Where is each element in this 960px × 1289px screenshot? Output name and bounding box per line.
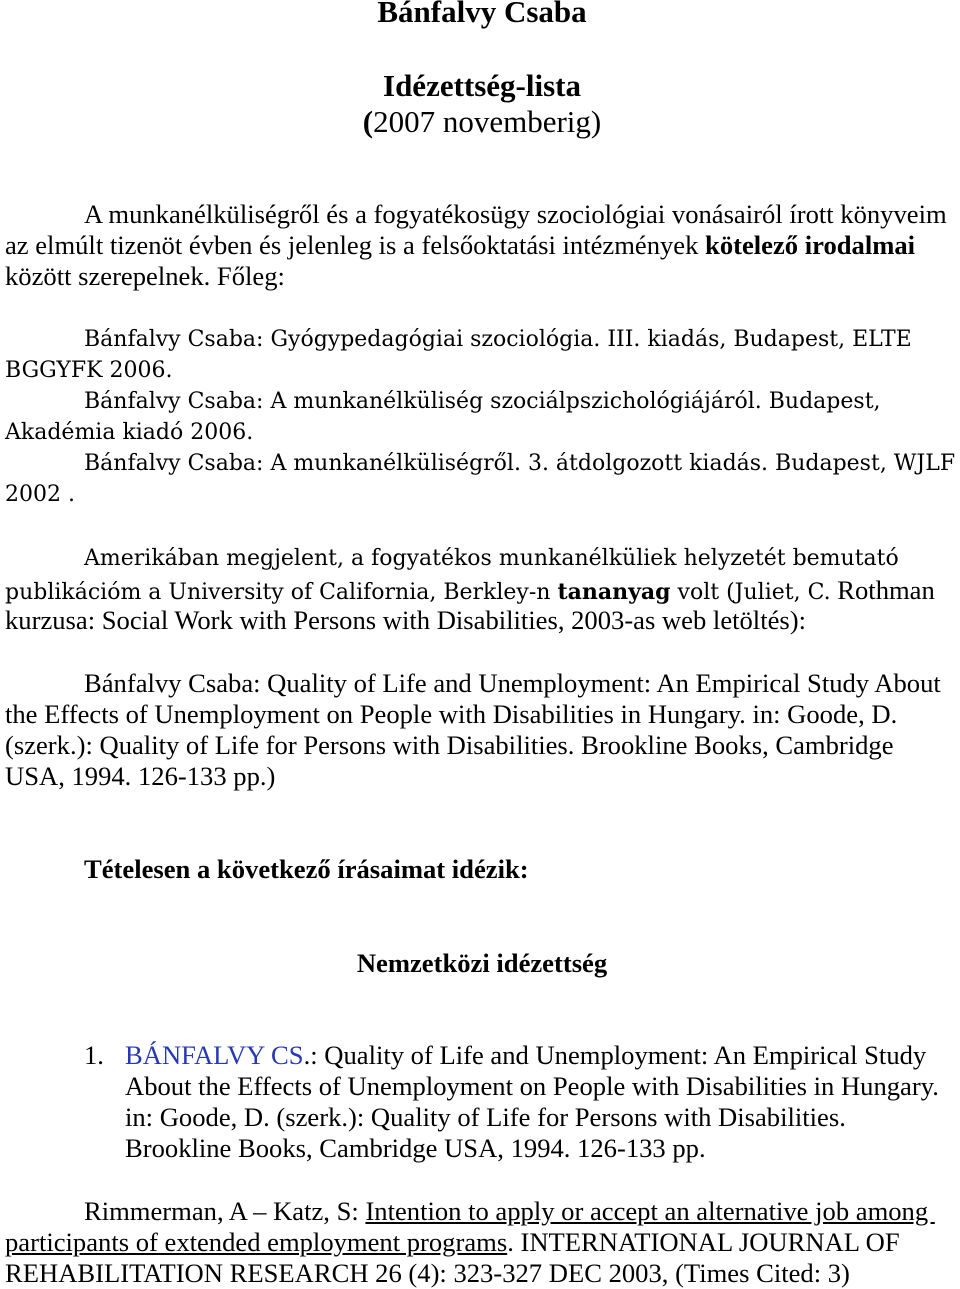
book-2-line-2: Akadémia kiadó 2006.	[5, 420, 254, 445]
citing-journal-start: . INTERNATIONAL JOURNAL OF	[507, 1227, 900, 1257]
subsection-heading: Nemzetközi idézettség	[356, 948, 608, 978]
course-material-emphasis: tananyag	[557, 579, 671, 605]
qol-reference-line-1: Bánfalvy Csaba: Quality of Life and Unemployment: An Empirical Study About	[84, 668, 941, 698]
book-3-line-1: Bánfalvy Csaba: A munkanélküliségről. 3. átdolgozott kiadás. Budapest, WJLF	[84, 451, 956, 476]
intro-line-2	[5, 230, 915, 260]
citing-title-link-part-2[interactable]: participants of extended employment programs	[5, 1227, 508, 1257]
intro-line-1: A munkanélküliségről és a fogyatékosügy szociológiai vonásairól írott könyveim	[84, 199, 947, 229]
document-title: Idézettség-lista	[383, 68, 581, 103]
subtitle-text: 2007 novemberig)	[373, 104, 602, 139]
qol-reference-line-4: USA, 1994. 126-133 pp.)	[5, 761, 276, 791]
america-line-2-name: Rothman	[830, 575, 935, 605]
citing-work-line-1	[84, 1196, 935, 1226]
book-3-line-2: 2002 .	[5, 482, 75, 507]
intro-line-2-text: az elmúlt tizenöt évben és jelenleg is a felsőoktatási intézmények	[5, 230, 706, 260]
citation-1-line-2: About the Effects of Unemployment on People with Disabilities in Hungary.	[125, 1071, 939, 1101]
citation-1-line-4: Brookline Books, Cambridge USA, 1994. 126-133 pp.	[125, 1133, 706, 1163]
america-line-2	[5, 575, 935, 608]
citation-number: 1.	[84, 1040, 104, 1070]
book-2-line-1: Bánfalvy Csaba: A munkanélküliség szociálpszichológiájáról. Budapest,	[84, 389, 881, 414]
america-line-1: Amerikában megjelent, a fogyatékos munkanélküliek helyzetét bemutató	[84, 546, 899, 571]
qol-reference-line-3: (szerk.): Quality of Life for Persons with Disabilities. Brookline Books, Cambridge	[5, 730, 894, 760]
citation-1-line-3: in: Goode, D. (szerk.): Quality of Life for Persons with Disabilities.	[125, 1102, 846, 1132]
citing-work-line-2	[5, 1227, 900, 1257]
intro-line-3: között szerepelnek. Főleg:	[5, 261, 285, 291]
subtitle-open-paren: (	[362, 104, 374, 139]
citing-work-line-3: REHABILITATION RESEARCH 26 (4): 323-327 DEC 2003, (Times Cited: 3)	[5, 1258, 850, 1288]
required-reading-emphasis: kötelező irodalmai	[705, 230, 916, 260]
document-subtitle	[4, 105, 960, 139]
america-line-2-text: publikációm a University of California, Berkley-n	[5, 580, 558, 605]
book-1-line-1: Bánfalvy Csaba: Gyógypedagógiai szociológia. III. kiadás, Budapest, ELTE	[84, 327, 912, 352]
america-line-3: kurzusa: Social Work with Persons with Disabilities, 2003-as web letöltés):	[5, 605, 806, 635]
citation-1-line-1	[125, 1040, 926, 1070]
qol-reference-line-2: the Effects of Unemployment on People with Disabilities in Hungary. in: Goode, D.	[5, 699, 898, 729]
citation-1-title-start: .: Quality of Life and Unemployment: An Empirical Study	[303, 1040, 927, 1070]
citing-title-link-part-1[interactable]: Intention to apply or accept an alternative job among	[365, 1196, 935, 1226]
author-name: Bánfalvy Csaba	[377, 0, 587, 29]
america-line-2-course: volt (Juliet, C.	[670, 580, 831, 605]
book-1-line-2: BGGYFK 2006.	[5, 358, 173, 383]
citation-author-link[interactable]: BÁNFALVY CS	[125, 1040, 304, 1070]
section-heading: Tételesen a következő írásaimat idézik:	[84, 854, 529, 884]
citing-authors: Rimmerman, A – Katz, S:	[84, 1196, 366, 1226]
